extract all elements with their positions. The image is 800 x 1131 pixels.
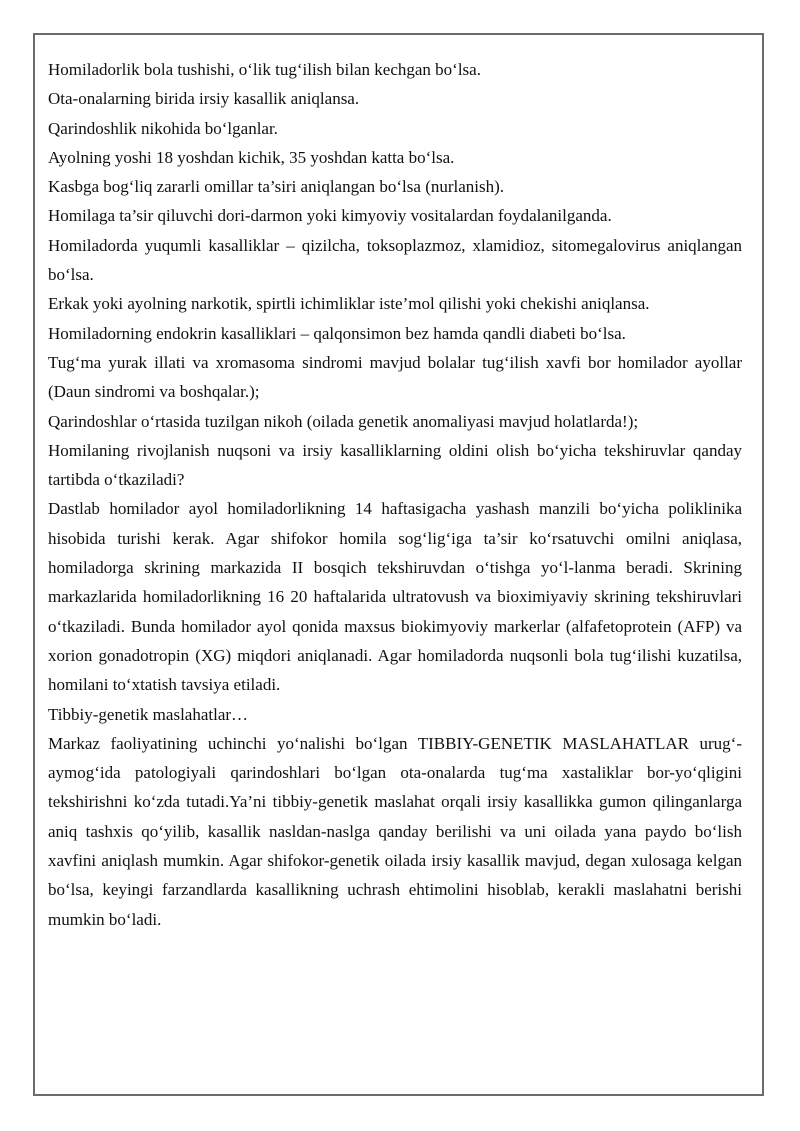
paragraph-4: Ayolning yoshi 18 yoshdan kichik, 35 yoshdan katta bo‘lsa. <box>48 147 455 167</box>
paragraph-12: Homilaning rivojlanish nuqsoni va irsiy kasalliklarning oldini olish bo‘yicha tekshiruvlar qanday tartibda o‘tkaziladi? <box>48 440 742 490</box>
paragraph-10: Tug‘ma yurak illati va xromasoma sindromi mavjud bolalar tug‘ilish xavfi bor homilador ayollar (Daun sindromi va boshqalar.); <box>48 352 742 402</box>
paragraph-13: Dastlab homilador ayol homiladorlikning 14 haftasigacha yashash manzili bo‘yicha poliklinika hisobida turishi kerak. Agar shifokor homila sog‘lig‘iga ta’sir ko‘rsatuvchi omilni aniqlasa, homiladorga skrining markazida II bosqich tekshiruvdan o‘tishga yo‘l-lanma beradi. Skrining markazlarida homiladorlikning 16 20 haftalarida ultratovush va bioximiyaviy skrining tekshiruvlari o‘tkaziladi. Bunda homilador ayol qonida maxsus biokimyoviy markerlar (alfafetoprotein (AFP) va xorion gonadotropin (XG) miqdori aniqlanadi. Agar homiladorda nuqsonli bola tug‘ilishi kuzatilsa, homilani to‘xtatish tavsiya etiladi. <box>48 499 742 695</box>
paragraph-15: Markaz faoliyatining uchinchi yo‘nalishi bo‘lgan TIBBIY-GENETIK MASLAHATLAR urug‘-aymog‘ida patologiyali qarindoshlari bo‘lgan ota-onalarda tug‘ma xastaliklar bor-yo‘qligini tekshirishni ko‘zda tutadi.Ya’ni tibbiy-genetik maslahat orqali irsiy kasallikka gumon qilinganlarga aniq tashxis qo‘yilib, kasallik nasldan-naslga qanday berilishi va uni oilada yana paydo bo‘lish xavfini aniqlash mumkin. Agar shifokor-genetik oilada irsiy kasallik mavjud, degan xulosaga kelgan bo‘lsa, keyingi farzandlarda kasallikning uchrash ehtimolini hisoblab, kerakli maslahatni berishi mumkin bo‘ladi. <box>48 733 742 929</box>
paragraph-14: Tibbiy-genetik maslahatlar… <box>48 704 249 724</box>
paragraph-3: Qarindoshlik nikohida bo‘lganlar. <box>48 118 278 138</box>
paragraph-11: Qarindoshlar o‘rtasida tuzilgan nikoh (oilada genetik anomaliyasi mavjud holatlarda!); <box>48 411 639 431</box>
paragraph-9: Homiladorning endokrin kasalliklari – qalqonsimon bez hamda qandli diabeti bo‘lsa. <box>48 323 626 343</box>
paragraph-2: Ota-onalarning birida irsiy kasallik aniqlansa. <box>48 89 360 109</box>
paragraph-7: Homiladorda yuqumli kasalliklar – qizilcha, toksoplazmoz, xlamidioz, sitomegalovirus aniqlangan bo‘lsa. <box>48 235 742 285</box>
paragraph-1: Homiladorlik bola tushishi, o‘lik tug‘ilish bilan kechgan bo‘lsa. <box>48 60 481 79</box>
paragraph-6: Homilaga ta’sir qiluvchi dori-darmon yoki kimyoviy vositalardan foydalanilganda. <box>48 206 612 226</box>
document-body <box>48 55 742 934</box>
paragraph-5: Kasbga bog‘liq zararli omillar ta’siri aniqlangan bo‘lsa (nurlanish). <box>48 177 505 197</box>
paragraph-8: Erkak yoki ayolning narkotik, spirtli ichimliklar iste’mol qilishi yoki chekishi aniqlansa. <box>48 294 650 314</box>
